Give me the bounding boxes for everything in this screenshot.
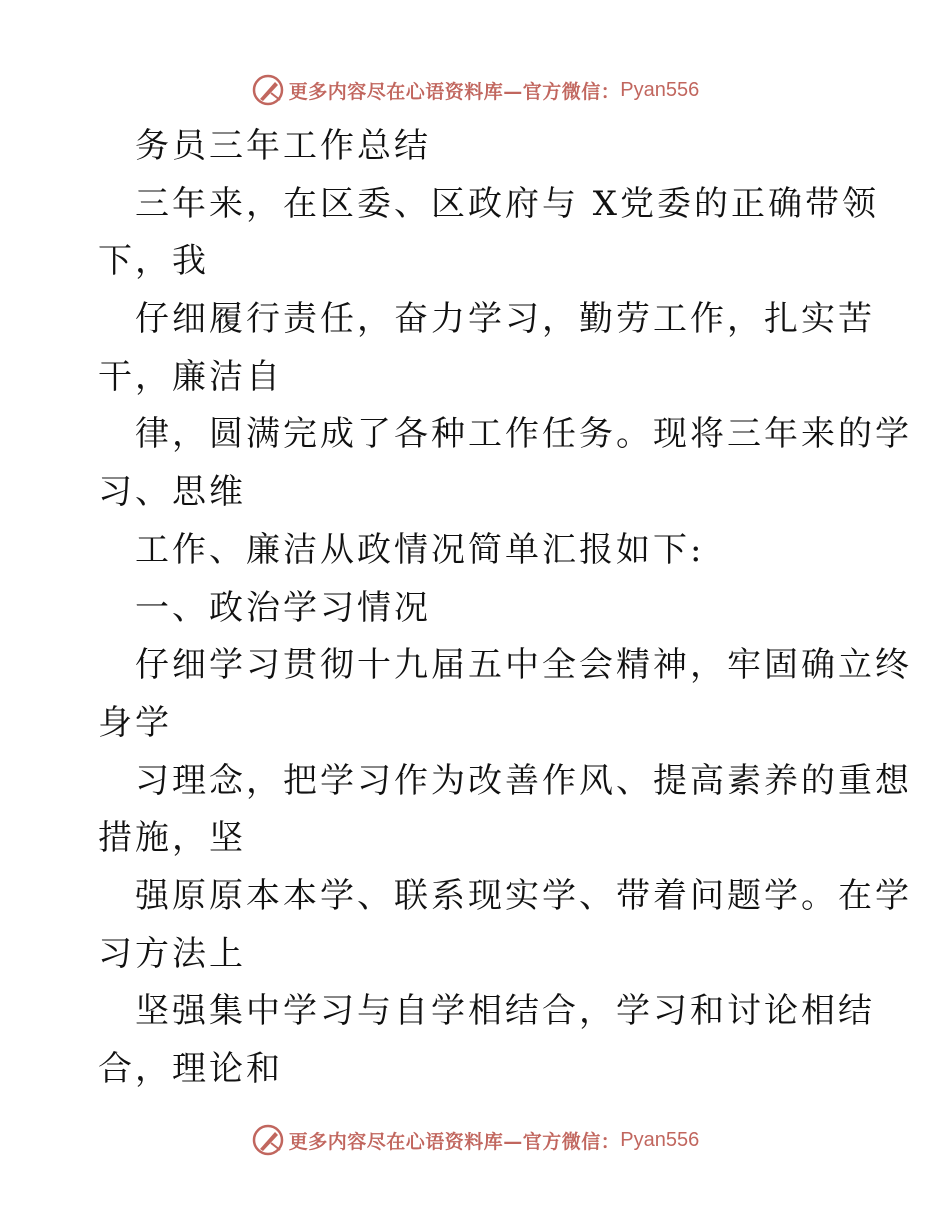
text-line: 习方法上: [98, 933, 246, 974]
watermark-text: 更多内容尽在心语资料库—官方微信：: [288, 80, 621, 103]
quill-logo-icon: [251, 1123, 285, 1157]
text-line: 习、思维: [98, 472, 246, 513]
watermark-text: 更多内容尽在心语资料库—官方微信：: [288, 1130, 621, 1153]
text-line: 工作、廉洁从政情况简单汇报如下:: [135, 529, 705, 570]
text-line: 下，我: [98, 241, 209, 282]
text-line: 坚强集中学习与自学相结合，学习和讨论相结: [135, 991, 875, 1032]
footer-watermark: [0, 1120, 950, 1160]
text-line: 干，廉洁自: [98, 356, 283, 397]
text-line: 合，理论和: [98, 1049, 283, 1089]
section-heading: 一、政治学习情况: [135, 587, 431, 628]
document-body: [98, 118, 912, 1099]
header-watermark: [0, 70, 950, 110]
text-line: 仔细履行责任，奋力学习，勤劳工作，扎实苦: [135, 299, 875, 340]
watermark-account: Pyan556: [620, 78, 700, 101]
text-line: 习理念，把学习作为改善作风、提高素养的重想: [135, 760, 912, 801]
quill-logo-icon: [251, 73, 285, 107]
text-line: 身学: [98, 702, 172, 743]
watermark-account: Pyan556: [620, 1128, 700, 1151]
text-line: 务员三年工作总结: [135, 126, 431, 166]
text-line: 律，圆满完成了各种工作任务。现将三年来的学: [135, 414, 912, 455]
text-line: 三年来，在区委、区政府与 X党委的正确带领: [135, 183, 880, 224]
text-line: 强原原本本学、联系现实学、带着问题学。在学: [135, 875, 912, 916]
text-line: 措施，坚: [98, 818, 246, 859]
text-line: 仔细学习贯彻十九届五中全会精神，牢固确立终: [135, 645, 912, 686]
